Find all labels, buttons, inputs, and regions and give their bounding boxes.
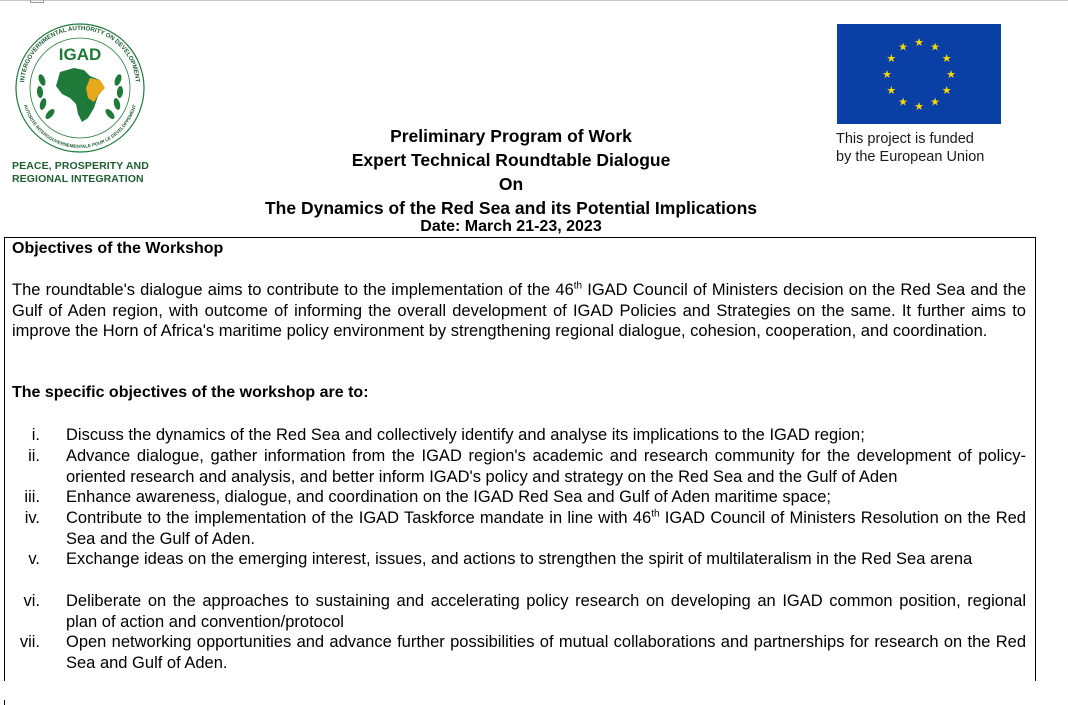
eu-star-icon: ★ bbox=[930, 95, 940, 109]
list-item-number: vi. bbox=[23, 592, 40, 610]
eu-star-icon: ★ bbox=[946, 68, 956, 81]
list-item-text-a: Contribute to the implementation of the IGAD Taskforce mandate in line with 46 bbox=[66, 509, 652, 527]
eu-funding-line2: by the European Union bbox=[836, 149, 985, 165]
igad-tagline-line2: REGIONAL INTEGRATION bbox=[12, 173, 144, 185]
list-item-number: vii. bbox=[19, 633, 40, 651]
eu-star-icon: ★ bbox=[886, 52, 897, 65]
list-item-number: v. bbox=[28, 550, 40, 568]
page-top-border bbox=[0, 0, 1068, 1]
horn-region-icon bbox=[86, 78, 105, 102]
list-item-text: Discuss the dynamics of the Red Sea and collectively identify and analyse its implications to the IGAD region; bbox=[66, 426, 865, 444]
title-line-1: Preliminary Program of Work bbox=[390, 126, 632, 146]
igad-ring-text-fr: AUTORITÉ INTERGOUVERNEMENTALE POUR LE DÉVELOPPEMENT bbox=[23, 104, 137, 150]
paragraph-superscript: th bbox=[573, 280, 583, 292]
eu-star-icon: ★ bbox=[914, 100, 924, 113]
eu-star-icon: ★ bbox=[941, 84, 952, 97]
list-item-text: Enhance awareness, dialogue, and coordination on the IGAD Red Sea and Gulf of Aden maritime space; bbox=[66, 488, 831, 506]
objectives-paragraph bbox=[12, 280, 1026, 342]
eu-star-icon: ★ bbox=[898, 95, 908, 109]
page-edge-tick bbox=[4, 700, 5, 705]
igad-tagline-line1: PEACE, PROSPERITY AND bbox=[12, 160, 149, 172]
eu-star-icon: ★ bbox=[941, 52, 952, 65]
list-item-number: ii. bbox=[28, 447, 40, 465]
paragraph-text-b: IGAD Council of Ministers decision on the Red Sea and the Gulf of Aden region, with outcome of informing the overall development of IGAD Policies and Strategies on the same. It further aims to improve the Horn of Africa's maritime policy environment by strengthening regional dialogue, cohesion, cooperation, and coordination. bbox=[12, 281, 1026, 341]
eu-star-icon: ★ bbox=[898, 40, 908, 54]
eu-star-icon: ★ bbox=[882, 68, 892, 81]
igad-ring-text-en: INTERGOVERNMENTAL AUTHORITY ON DEVELOPMENT bbox=[19, 24, 141, 83]
igad-wordmark: IGAD bbox=[58, 45, 102, 64]
paragraph-text-a: The roundtable's dialogue aims to contribute to the implementation of the 46 bbox=[12, 281, 574, 299]
list-item-text: Advance dialogue, gather information from the IGAD region's academic and research community for the development of policy-oriented research and analysis, and better inform IGAD's policy and strategy on the Red Sea and the Gulf of Aden bbox=[66, 447, 1026, 486]
specific-objectives-heading: The specific objectives of the workshop are to: bbox=[12, 384, 369, 401]
title-line-4: The Dynamics of the Red Sea and its Potential Implications bbox=[264, 198, 758, 218]
list-item-text: Deliberate on the approaches to sustaining and accelerating policy research on developing an IGAD common position, regional plan of action and convention/protocol bbox=[66, 592, 1026, 631]
list-item-text: Exchange ideas on the emerging interest, issues, and actions to strengthen the spirit of multilateralism in the Red Sea arena bbox=[66, 550, 973, 568]
objectives-heading: Objectives of the Workshop bbox=[12, 240, 224, 257]
eu-star-icon: ★ bbox=[914, 36, 924, 49]
document-title bbox=[0, 124, 1022, 220]
eu-flag-icon bbox=[837, 24, 1001, 124]
document-date: Date: March 21-23, 2023 bbox=[420, 218, 602, 235]
list-item-number: iv. bbox=[24, 509, 40, 527]
list-item-number: i. bbox=[31, 426, 40, 444]
list-item-text: Open networking opportunities and advance further possibilities of mutual collaborations and partnerships for research on the Red Sea and Gulf of Aden. bbox=[66, 633, 1026, 672]
list-item-text bbox=[66, 508, 1026, 549]
eu-star-icon: ★ bbox=[886, 84, 897, 97]
eu-star-icon: ★ bbox=[930, 40, 940, 54]
title-line-2: Expert Technical Roundtable Dialogue bbox=[351, 150, 671, 170]
list-item-text-b: IGAD Council of Ministers Resolution on the Red Sea and the Gulf of Aden. bbox=[66, 509, 1026, 548]
eu-funding-line1: This project is funded bbox=[836, 131, 974, 147]
title-line-3: On bbox=[498, 174, 524, 194]
list-item-number: iii. bbox=[24, 488, 40, 506]
list-item-superscript: th bbox=[651, 508, 660, 520]
corner-mark bbox=[30, 0, 44, 3]
